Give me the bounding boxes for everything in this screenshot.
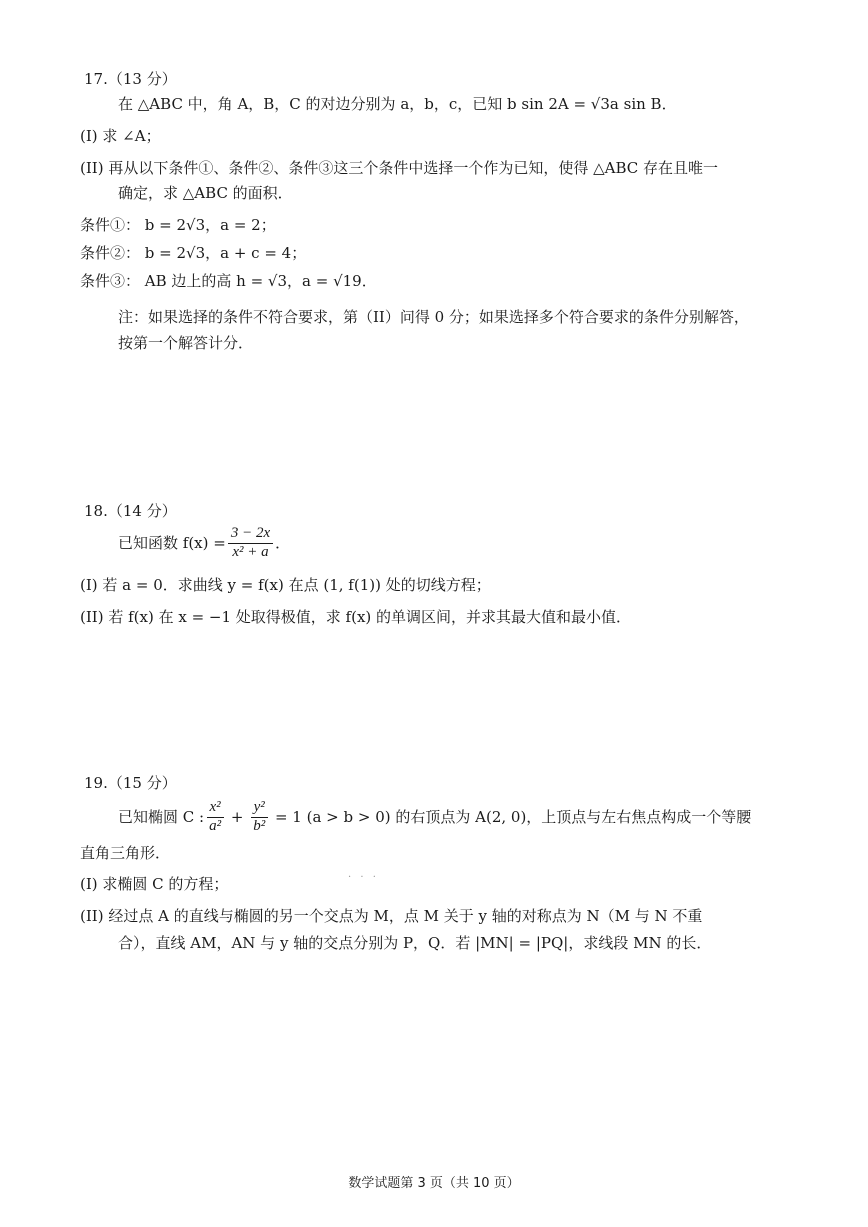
q19-fraction-x-denominator: a² xyxy=(209,817,222,834)
q19-intro xyxy=(118,800,751,835)
page-footer: 数学试题第 3 页（共 10 页） xyxy=(348,1176,520,1191)
q18-part2: (II) 若 f(x) 在 x = −1 处取得极值，求 f(x) 的单调区间，并求其最大值和最小值． xyxy=(80,608,632,626)
q17-note-line2: 按第一个解答计分． xyxy=(118,334,254,352)
q17-condition-2: 条件②： b = 2√3，a + c = 4； xyxy=(80,244,307,262)
q18-fraction-numerator: 3 − 2x xyxy=(228,526,273,544)
q19-intro-prefix: 已知椭圆 C : xyxy=(118,807,205,826)
q18-intro xyxy=(118,526,290,561)
q17-header: 17.（13 分） xyxy=(84,70,177,88)
q19-part2-line1: (II) 经过点 A 的直线与椭圆的另一个交点为 M，点 M 关于 y 轴的对称点为 N（M 与 N 不重 xyxy=(80,907,703,925)
q17-note-line1: 注：如果选择的条件不符合要求，第（II）问得 0 分；如果选择多个符合要求的条件分别解答， xyxy=(118,308,749,326)
q17-part2-line2: 确定，求 △ABC 的面积． xyxy=(118,184,293,202)
q19-part1: (I) 求椭圆 C 的方程； xyxy=(80,875,229,893)
stray-dots: · · · xyxy=(348,872,379,883)
q18-function-fraction xyxy=(228,526,273,561)
q19-fraction-y-denominator: b² xyxy=(253,817,266,834)
q17-part2-line1: (II) 再从以下条件①、条件②、条件③这三个条件中选择一个作为已知，使得 △ABC 存在且唯一 xyxy=(80,159,719,177)
q19-part2-line2: 合），直线 AM，AN 与 y 轴的交点分别为 P，Q．若 |MN| = |PQ|，求线段 MN 的长． xyxy=(118,934,712,952)
q19-intro-suffix: = 1 (a > b > 0) 的右顶点为 A(2, 0)，上顶点与左右焦点构成一个等腰 xyxy=(270,807,752,826)
q17-condition-3: 条件③： AB 边上的高 h = √3，a = √19． xyxy=(80,272,377,290)
q17-intro: 在 △ABC 中，角 A，B，C 的对边分别为 a，b，c，已知 b sin 2A = √3a sin B． xyxy=(118,95,677,113)
q18-intro-prefix: 已知函数 f(x) = xyxy=(118,533,226,552)
q18-part1: (I) 若 a = 0．求曲线 y = f(x) 在点 (1, f(1)) 处的切线方程； xyxy=(80,576,491,594)
q19-fraction-x-numerator: x² xyxy=(207,800,224,818)
q18-fraction-denominator: x² + a xyxy=(232,543,269,560)
q17-part1: (I) 求 ∠A； xyxy=(80,127,161,145)
q19-header: 19.（15 分） xyxy=(84,774,177,792)
q18-header: 18.（14 分） xyxy=(84,502,177,520)
q19-fraction-y xyxy=(250,800,268,835)
q18-intro-suffix: ． xyxy=(275,533,291,552)
q17-condition-1: 条件①： b = 2√3，a = 2； xyxy=(80,216,276,234)
q19-plus: + xyxy=(226,807,249,826)
q19-intro-line2: 直角三角形． xyxy=(80,844,171,862)
q19-fraction-y-numerator: y² xyxy=(251,800,268,818)
q19-fraction-x xyxy=(206,800,224,835)
